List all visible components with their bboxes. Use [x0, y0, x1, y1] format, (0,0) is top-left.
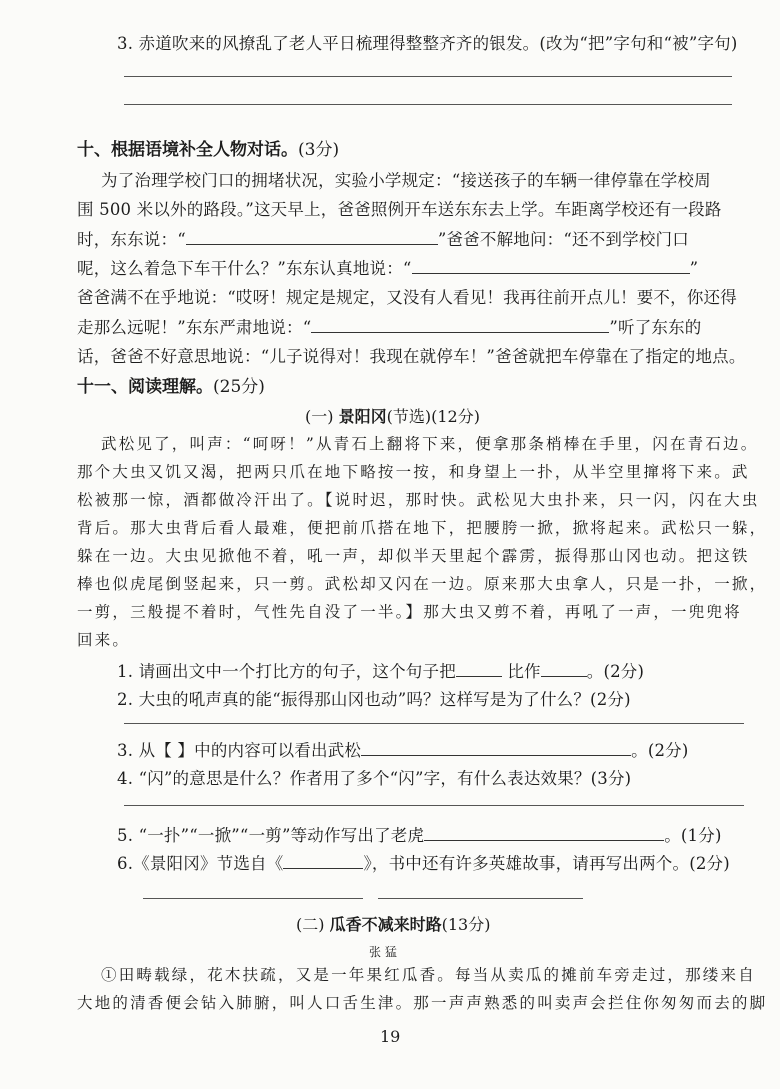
- passage-line: 松被那一惊，酒都做冷汗出了。【说时迟，那时快。武松见大虫扑来，只一闪，闪在大虫: [77, 491, 760, 509]
- fill-blank[interactable]: [311, 318, 609, 333]
- reading-question-4: 4. “闪”的意思是什么？作者用了多个“闪”字，有什么表达效果？(3分): [117, 769, 632, 788]
- section-10-title-text: 十、根据语境补全人物对话。: [77, 140, 298, 160]
- passage-note: (节选): [386, 407, 432, 426]
- passage-title: 景阳冈: [338, 407, 387, 426]
- passage-line: 那个大虫又饥又渴，把两只爪在地下略按一按，和身望上一扑，从半空里撺将下来。武: [77, 463, 750, 481]
- question-text: 1. 请画出文中一个打比方的句子，这个句子把: [117, 662, 456, 681]
- question-text: 》，书中还有许多英雄故事，请再写出两个。(2分): [363, 854, 730, 873]
- fill-blank[interactable]: [456, 662, 502, 677]
- dialogue-text: ”爸爸不解地问：“还不到学校门口: [437, 230, 689, 249]
- dialogue-text: ”: [689, 259, 699, 278]
- answer-line: [124, 76, 732, 77]
- paragraph-line: [77, 229, 689, 251]
- passage-points: (13分): [441, 915, 491, 934]
- fill-blank[interactable]: [186, 230, 438, 245]
- passage-number: (二): [296, 915, 325, 934]
- fill-blank[interactable]: [283, 854, 363, 869]
- passage-line: 回来。: [77, 631, 131, 649]
- answer-line: [124, 104, 732, 105]
- passage-line: 背后。那大虫背后看人最难，便把前爪搭在地下，把腰胯一掀，掀将起来。武松只一躲，: [77, 519, 768, 537]
- fill-blank[interactable]: [412, 259, 690, 274]
- question-3-text: 3. 赤道吹来的风撩乱了老人平日梳理得整整齐齐的银发。(改为“把”字句和“被”字句): [117, 34, 738, 53]
- fill-blank[interactable]: [541, 662, 587, 677]
- paragraph-line: 围 500 米以外的路段。”这天早上，爸爸照例开车送东东去上学。车距离学校还有一段路: [77, 200, 722, 219]
- passage-line: 武松见了，叫声：“呵呀！”从青石上翻将下来，便拿那条梢棒在手里，闪在青石边。: [101, 435, 759, 453]
- passage-line: 一剪，三般提不着时，气性先自没了一半。】那大虫又剪不着，再吼了一声，一兜兜将: [77, 603, 742, 621]
- answer-line: [378, 898, 583, 899]
- section-11-title: [77, 376, 265, 398]
- question-text: 。(1分): [664, 826, 722, 845]
- paragraph-line: [77, 317, 702, 339]
- paragraph-line: 话，爸爸不好意思地说：“儿子说得对！我现在就停车！”爸爸就把车停靠在了指定的地点。: [77, 347, 746, 366]
- question-text: 。(2分): [586, 662, 645, 681]
- passage-line: 大地的清香便会钻入肺腑，叫人口舌生津。那一声声熟悉的叫卖声会拦住你匆匆而去的脚: [77, 994, 768, 1012]
- question-text: 比作: [507, 662, 541, 681]
- dialogue-text: 时，东东说：“: [77, 230, 186, 249]
- answer-line: [143, 898, 363, 899]
- paragraph-line: 爸爸满不在乎地说：“哎呀！规定是规定，又没有人看见！我再往前开点儿！要不，你还得: [77, 288, 737, 307]
- reading-question-3: [117, 740, 689, 762]
- passage-line: 躲在一边。大虫见掀他不着，吼一声，却似半天里起个霹雳，振得那山冈也动。把这铁: [77, 547, 750, 565]
- passage-title: 瓜香不减来时路: [329, 915, 442, 934]
- answer-line: [124, 723, 744, 724]
- question-text: 。(2分): [631, 741, 689, 760]
- passage-line: ①田畴载绿，花木扶疏，又是一年果红瓜香。每当从卖瓜的摊前车旁走过，那缕来自: [101, 966, 756, 984]
- question-text: 6.《景阳冈》节选自《: [117, 854, 284, 873]
- passage-1-heading: [305, 406, 480, 428]
- passage-number: (一): [305, 407, 334, 426]
- dialogue-text: ”听了东东的: [609, 318, 702, 337]
- question-text: 5. “一扑”“一掀”“一剪”等动作写出了老虎: [117, 826, 425, 845]
- dialogue-text: 呢，这么着急下车干什么？”东东认真地说：“: [77, 259, 412, 278]
- reading-question-2: 2. 大虫的吼声真的能“振得那山冈也动”吗？这样写是为了什么？(2分): [117, 690, 631, 709]
- paragraph-line: [77, 258, 698, 280]
- fill-blank[interactable]: [361, 741, 631, 756]
- passage-points: (12分): [431, 407, 480, 426]
- answer-line: [124, 805, 744, 806]
- section-11-points: (25分): [213, 377, 265, 397]
- fill-blank[interactable]: [424, 826, 664, 841]
- section-10-title: [77, 139, 339, 161]
- passage-line: 棒也似虎尾倒竖起来，只一剪。武松却又闪在一边。原来那大虫拿人，只是一扑，一掀，: [77, 575, 768, 593]
- reading-question-6: [117, 853, 730, 875]
- question-text: 3. 从【 】中的内容可以看出武松: [117, 741, 362, 760]
- dialogue-text: 走那么远呢！”东东严肃地说：“: [77, 318, 312, 337]
- reading-question-1: [117, 661, 644, 683]
- paragraph-line: 为了治理学校门口的拥堵状况，实验小学规定：“接送孩子的车辆一律停靠在学校周: [101, 171, 711, 190]
- reading-question-5: [117, 825, 722, 847]
- passage-2-heading: [296, 914, 490, 936]
- page-number: 19: [380, 1027, 401, 1046]
- section-11-title-text: 十一、阅读理解。: [77, 377, 213, 397]
- author: 张 猛: [369, 945, 397, 959]
- section-10-points: (3分): [298, 140, 340, 160]
